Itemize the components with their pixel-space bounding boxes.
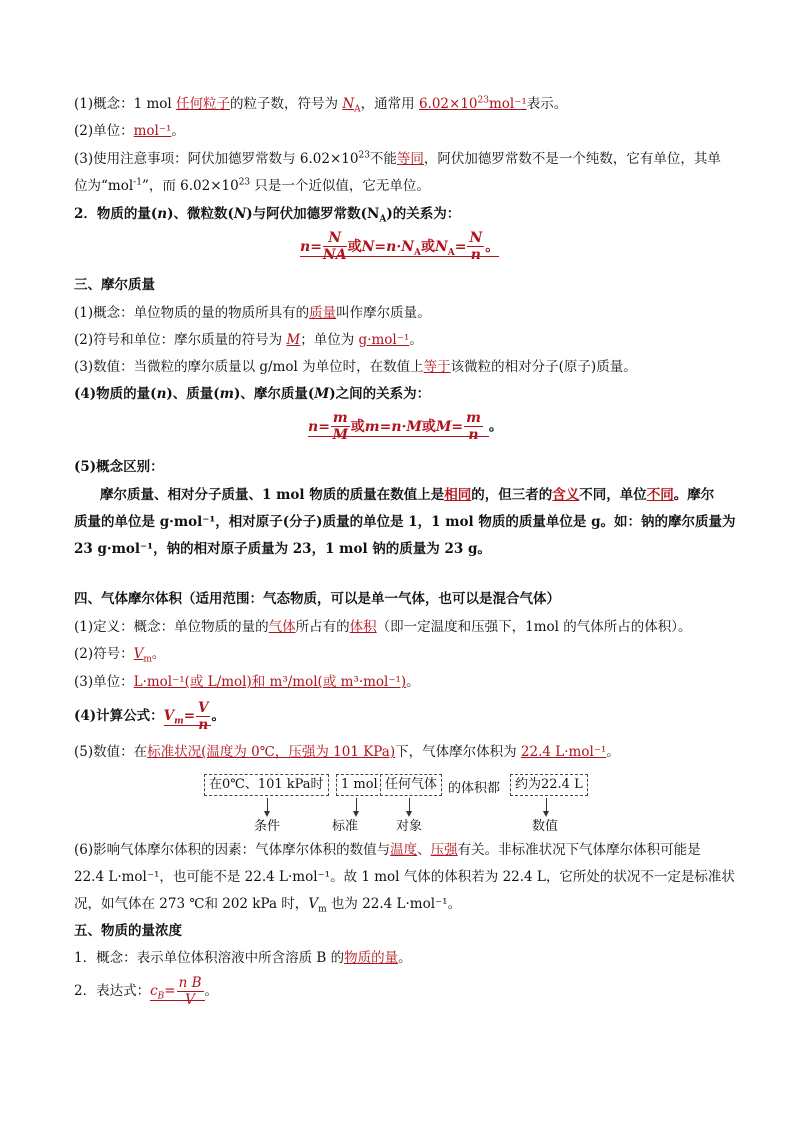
gas-volume-formula: (4)计算公式：$V_m=$ $\frac{V}{n}$ 。 <box>74 700 225 733</box>
concept-distinction-heading: (5)概念区别： <box>74 459 164 475</box>
diagram-object-box: 任何气体 <box>380 774 442 796</box>
gas-volume-factors-line3: 况，如气体在 273 ℃和 202 kPa 时，$V_m$ 也为 22.4 L·mol⁻¹。 <box>74 896 462 915</box>
section-molar-mass-heading: 三、摩尔质量 <box>74 277 155 293</box>
arrow-value <box>546 798 547 812</box>
distinction-line3: 23 g·mol⁻¹，钠的相对原子质量为 23，1 mol 钠的质量为 23 g。 <box>74 541 491 557</box>
gas-volume-factors-line2: 22.4 L·mol⁻¹，也可能不是 22.4 L·mol⁻¹。故 1 mol 气体的体积若为 22.4 L，它所处的状况不一定是标准状 <box>74 869 735 885</box>
gas-volume-factors-line1: (6)影响气体摩尔体积的因素：气体摩尔体积的数值与温度、压强有关。非标准状况下气体摩尔体积可能是 <box>74 842 701 858</box>
diagram-label-object: 对象 <box>396 819 423 834</box>
relation-heading: 2．物质的量(n)、微粒数(N)与阿伏加德罗常数$(N_A)$的关系为： <box>74 206 461 225</box>
distinction-line1: 摩尔质量、相对分子质量、1 mol 物质的质量在数值上是相同的，但三者的含义不同，单位不同。摩尔 <box>100 487 715 503</box>
gas-volume-symbol: (2)符号：$V_m$。 <box>74 646 166 665</box>
concentration-concept: 1．概念：表示单位体积溶液中所含溶质 B 的物质的量。 <box>74 950 412 966</box>
avogadro-notes-line2: 位为“mol$^{-1}$”，而 $6.02\times 10^{23}$ 只是一个近似值，它无单位。 <box>74 177 430 194</box>
avogadro-unit: (2)单位：mol⁻¹。 <box>74 123 185 139</box>
distinction-line2: 质量的单位是 g·mol⁻¹，相对原子(分子)质量的单位是 1，1 mol 物质的质量单位是 g。如：钠的摩尔质量为 <box>74 514 736 530</box>
diagram-standard-box: 1 mol <box>336 774 383 796</box>
molar-mass-concept: (1)概念：单位物质的量的物质所具有的质量叫作摩尔质量。 <box>74 305 431 321</box>
diagram-label-condition: 条件 <box>254 819 281 834</box>
diagram-condition-box: 在0℃、101 kPa时 <box>204 774 329 796</box>
arrow-object <box>409 798 410 812</box>
gas-volume-unit: (3)单位：L·mol⁻¹(或 L/mol)和 m³/mol(或 m³·mol⁻¹)。 <box>74 674 420 690</box>
diagram-value-box: 约为22.4 L <box>510 774 588 796</box>
diagram-label-value: 数值 <box>532 819 559 834</box>
avogadro-notes-line1: (3)使用注意事项：阿伏加德罗常数与 $6.02\times 10^{23}$不能等同，阿伏加德罗常数不是一个纯数，它有单位，其单 <box>74 150 721 167</box>
arrow-standard <box>356 798 357 812</box>
molar-mass-symbol: (2)符号和单位：摩尔质量的符号为 M；单位为 g·mol⁻¹。 <box>74 332 423 348</box>
diagram-mid-text: 的体积都 <box>448 781 501 796</box>
formula-n-m-M: n= $\frac{m}{M}$ 或m=n·M或M= $\frac{m}{n}$ 。 <box>308 410 503 443</box>
diagram-label-standard: 标准 <box>332 819 359 834</box>
section-concentration-heading: 五、物质的量浓度 <box>74 923 182 939</box>
gas-volume-definition: (1)定义：概念：单位物质的量的气体所占有的体积（即一定温度和压强下，1mol 的气体所占的体积）。 <box>74 619 692 635</box>
gas-volume-value: (5)数值：在标准状况(温度为 0℃，压强为 101 KPa)下，气体摩尔体积为 22.4 L·mol⁻¹。 <box>74 744 620 760</box>
concentration-expression: 2．表达式：$c_B=$ $\frac{\text{n B}}{V}$ 。 <box>74 975 219 1008</box>
section-gas-molar-volume-heading: 四、气体摩尔体积（适用范围：气态物质，可以是单一气体，也可以是混合气体） <box>74 591 560 607</box>
mass-relation-heading: (4)物质的量(n)、质量(m)、摩尔质量(M)之间的关系为： <box>74 386 431 402</box>
arrow-condition <box>267 798 268 812</box>
molar-mass-value: (3)数值：当微粒的摩尔质量以 g/mol 为单位时，在数值上等于该微粒的相对分子(原子)质量。 <box>74 359 637 375</box>
formula-n-N-NA: n= $\frac{N}{NA}$ 或$N=n\cdot N_A$或$N_A=$ $\frac{N}{n}$ 。 <box>300 230 500 263</box>
avogadro-concept: (1)概念：1 mol 任何粒子的粒子数，符号为 $N_A$，通常用 $6.02\times 10^{23}mol^{-1}$表示。 <box>74 95 568 115</box>
